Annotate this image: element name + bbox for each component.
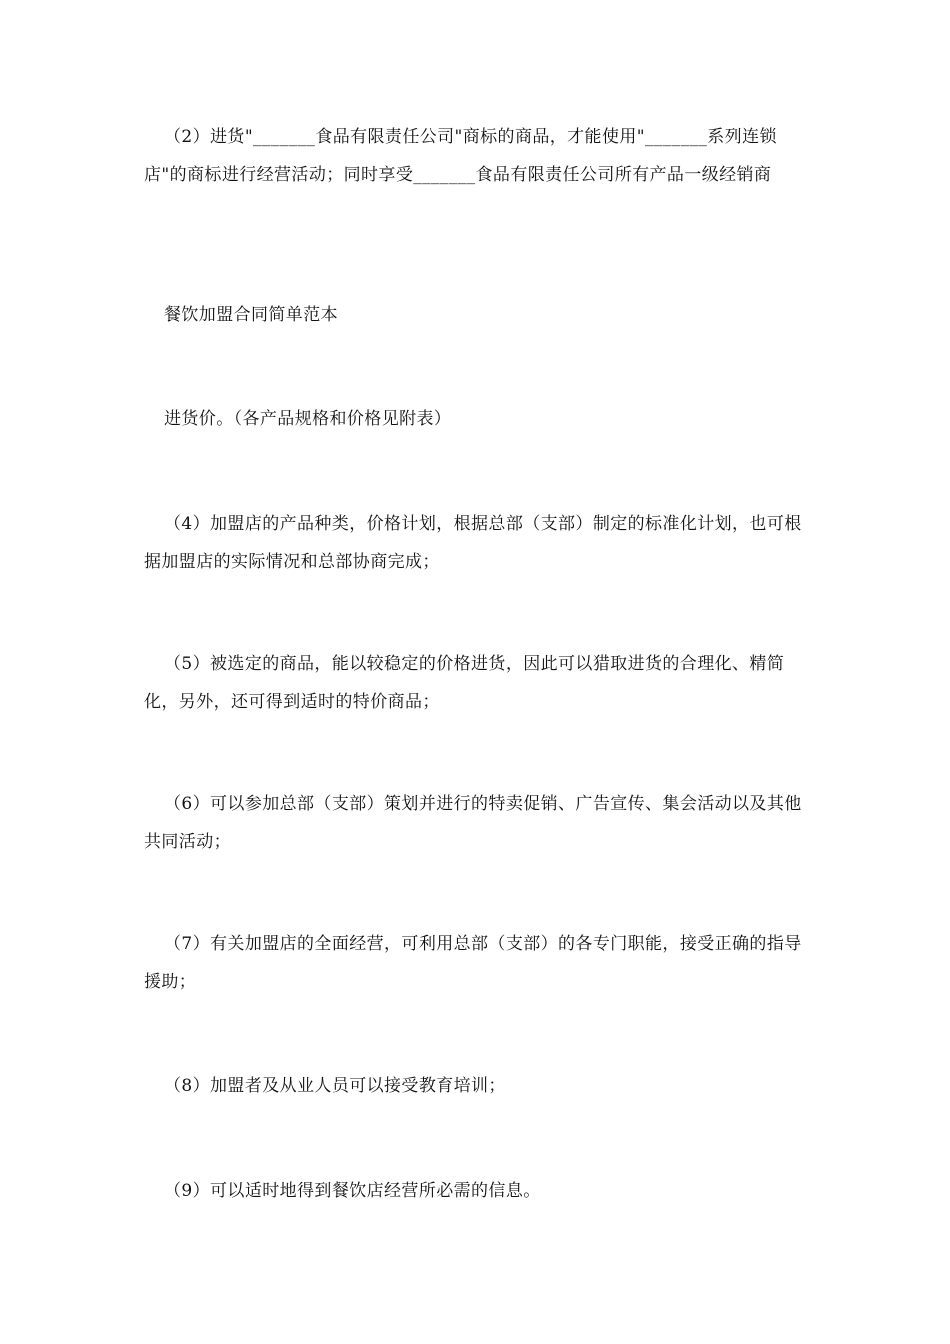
paragraph-text: （5）被选定的商品，能以较稳定的价格进货，因此可以猎取进货的合理化、精简化，另外，还可得到适时的特价商品； <box>144 654 785 712</box>
paragraph-item-8 <box>144 1067 814 1105</box>
paragraph-text: （6）可以参加总部（支部）策划并进行的特卖促销、广告宣传、集会活动以及其他共同活动； <box>144 794 802 852</box>
paragraph-item-2 <box>144 118 814 194</box>
paragraph-item-7 <box>144 925 814 1001</box>
paragraph-text: 进货价。（各产品规格和价格见附表） <box>164 409 452 429</box>
paragraph-text: （9）可以适时地得到餐饮店经营所必需的信息。 <box>164 1181 541 1201</box>
paragraph-text: （7）有关加盟店的全面经营，可利用总部（支部）的各专门职能，接受正确的指导援助； <box>144 934 802 992</box>
paragraph-item-5 <box>144 645 814 721</box>
paragraph-item-9 <box>144 1172 814 1210</box>
paragraph-purchase-price <box>144 400 814 438</box>
paragraph-text: （8）加盟者及从业人员可以接受教育培训； <box>164 1076 506 1096</box>
paragraph-text: （2）进货"_______食品有限责任公司"商标的商品，才能使用"_______系列连锁店"的商标进行经营活动；同时享受_______食品有限责任公司所有产品一级经销商 <box>144 127 777 185</box>
heading-text: 餐饮加盟合同简单范本 <box>164 305 338 325</box>
paragraph-text: （4）加盟店的产品种类，价格计划，根据总部（支部）制定的标准化计划，也可根据加盟店的实际情况和总部协商完成； <box>144 514 802 572</box>
section-heading <box>144 296 814 334</box>
paragraph-item-4 <box>144 505 814 581</box>
paragraph-item-6 <box>144 785 814 861</box>
